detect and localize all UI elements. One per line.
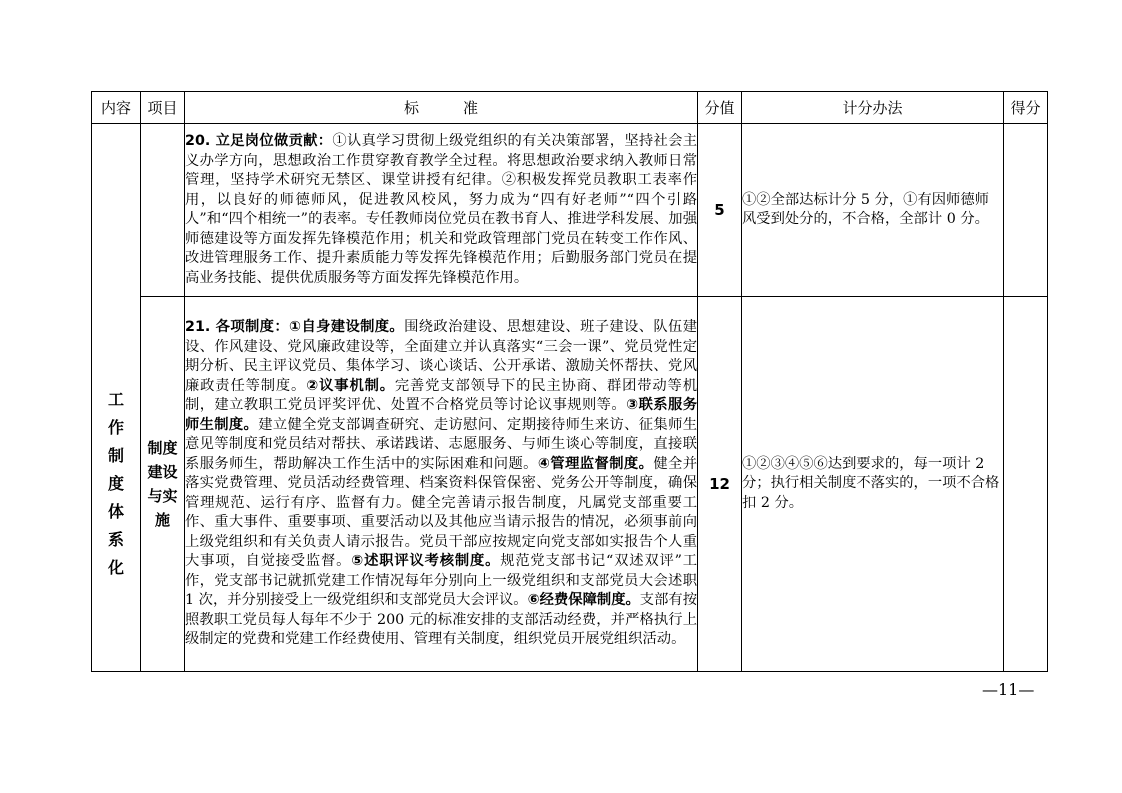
header-content: 内容 [92, 92, 141, 124]
standard-heading: 20. 立足岗位做贡献： [185, 133, 333, 149]
category-cell-continued [92, 124, 141, 297]
standard-text: 围绕政治建设、思想建设、班子建设、队伍建设、作风建设、党风廉政建设等，全面建立并认真落实“三会一课”、党员党性定期分析、民主评议党员、集体学习、谈心谈话、公开承诺、激励关怀帮扶、党风廉政责任等制度。 [185, 319, 697, 394]
score-cell: 5 [698, 124, 742, 297]
standard-text: 完善党支部领导下的民主协商、群团带动等机制，建立教职工党员评奖评优、处置不合格党员等讨论议事规则等。 [185, 377, 698, 414]
standard-text: 健全并落实党费管理、党员活动经费管理、档案资料保管保密、党务公开等制度，确保管理规范、运行有序、监督有力。健全完善请示报告制度，凡属党支部重要工作、重大事件、重要事项、重要活动以及其他应当请示报告的情况，必须事前向上级党组织和有关负责人请示报告。党员干部应按规定向党支部如实报告个人重大事项，自觉接受监督。 [185, 455, 698, 570]
category-label: 工作制度体系化 [108, 389, 125, 577]
standard-text: ①认真学习贯彻上级党组织的有关决策部署，坚持社会主义办学方向，思想政治工作贯穿教育教学全过程。将思想政治要求纳入教师日常管理，坚持学术研究无禁区、课堂讲授有纪律。②积极发挥党员教职工表率作用，以良好的师德师风，促进教风校风，努力成为“四有好老师”“四个引路人”和“四个相统一”的表率。专任教师岗位党员在教书育人、推进学科发展、加强师德建设等方面发挥先锋模范作用；机关和党政管理部门党员在转变工作作风、改进管理服务工作、提升素质能力等发挥先锋模范作用；后勤服务部门党员在提高业务技能、提供优质服务等方面发挥先锋模范作用。 [185, 133, 698, 286]
standard-heading: ③联系服务师生制度。 [185, 397, 697, 433]
category-cell [92, 297, 141, 672]
standard-text: 支部有按照教职工党员每人每年不少于 200 元的标准安排的支部活动经费，并严格执行上级制定的党费和党建工作经费使用、管理有关制度，组织党员开展党组织活动。 [185, 592, 697, 648]
standard-heading: ④管理监督制度。 [537, 455, 654, 472]
standard-heading: ⑤述职评议考核制度。 [351, 553, 501, 570]
item-cell-continued [141, 124, 185, 297]
header-standard-label: 标准 [403, 99, 522, 117]
header-row [92, 92, 1048, 124]
earned-cell [1004, 124, 1048, 297]
header-earned: 得分 [1004, 92, 1048, 124]
page-number: —11— [982, 680, 1035, 699]
item-label: 制度建设与实施 [147, 439, 178, 529]
header-score: 分值 [698, 92, 742, 124]
header-item: 项目 [141, 92, 185, 124]
standard-heading: 21. 各项制度：①自身建设制度。 [185, 319, 405, 336]
header-method: 计分办法 [742, 92, 1004, 124]
header-standard [185, 92, 698, 124]
standard-heading: ②议事机制。 [306, 377, 395, 394]
score-cell: 12 [698, 297, 742, 672]
method-cell: ①②③④⑤⑥达到要求的，每一项计 2 分；执行相关制度不落实的，一项不合格扣 2 分。 [742, 297, 1004, 672]
earned-cell [1004, 297, 1048, 672]
method-cell: ①②全部达标计分 5 分，①有因师德师风受到处分的，不合格，全部计 0 分。 [742, 124, 1004, 297]
standard-text: 建立健全党支部调查研究、走访慰问、定期接待师生来访、征集师生意见等制度和党员结对帮扶、承诺践诺、志愿服务、与师生谈心等制度，直接联系服务师生，帮助解决工作生活中的实际困难和问题。 [185, 416, 698, 472]
item-cell [141, 297, 185, 672]
table-row [92, 124, 1048, 297]
table-row [92, 297, 1048, 672]
evaluation-table [91, 91, 1048, 672]
standard-heading: ⑥经费保障制度。 [527, 592, 640, 609]
standard-text: 规范党支部书记“双述双评”工作，党支部书记就抓党建工作情况每年分别向上一级党组织和支部党员大会述职 1 次，并分别接受上一级党组织和支部党员大会评议。 [185, 553, 697, 609]
standard-cell [185, 297, 698, 672]
standard-cell [185, 124, 698, 297]
